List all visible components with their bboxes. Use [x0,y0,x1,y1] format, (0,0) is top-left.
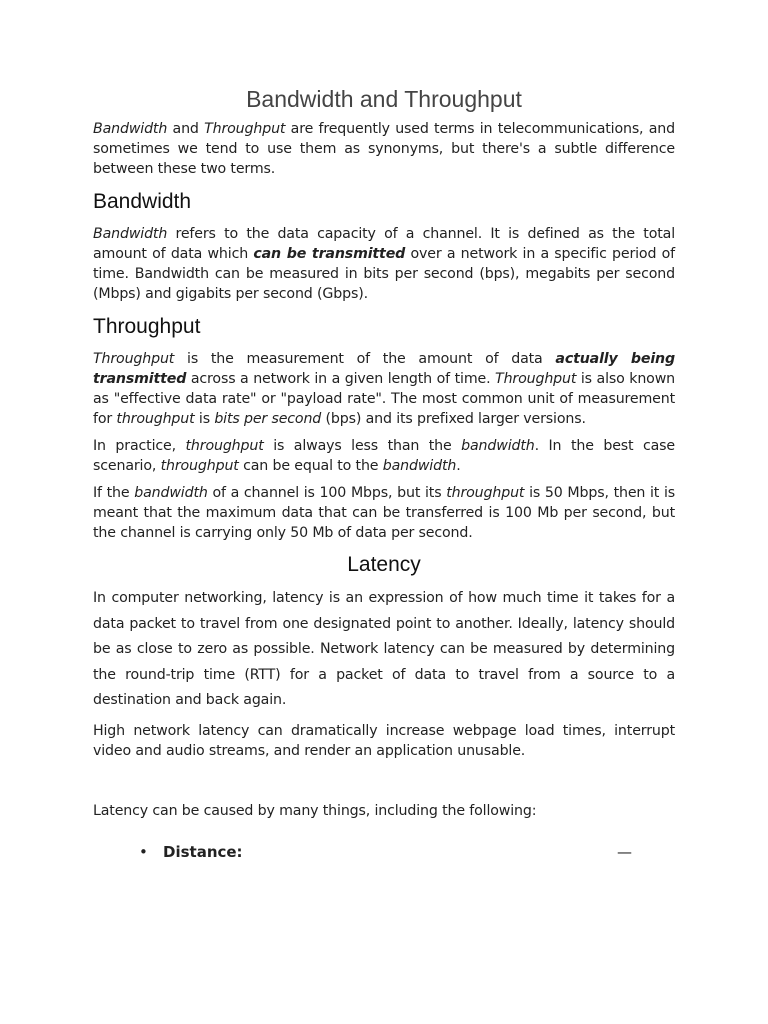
latency-paragraph-3: Latency can be caused by many things, including the following: [93,802,537,819]
latency-paragraph-2: High network latency can dramatically increase webpage load times, interrupt video and audio streams, and render an application unusable. [93,722,675,759]
example-term-1: bandwidth [134,485,208,501]
practice-text-2: is always less than the [263,438,462,454]
practice-term-2: bandwidth [461,438,535,454]
practice-text-4: can be equal to the [238,458,383,474]
practice-term-4: bandwidth [382,458,457,474]
throughput-text-3: is also known as "effective data rate" or "payload rate". The most common unit of measurement for [93,371,675,427]
throughput-term-3: throughput [116,411,195,427]
intro-term-bandwidth: Bandwidth [93,121,168,137]
page-title: Bandwidth and Throughput [246,86,522,112]
document-content [93,86,675,865]
throughput-text-5: (bps) and its prefixed larger versions. [321,411,586,427]
blank-spacer [93,761,675,801]
example-text-1: If the [93,485,135,501]
throughput-text-4: is [194,411,215,427]
example-term-2: throughput [446,485,525,501]
bandwidth-heading: Bandwidth [93,190,192,213]
throughput-text-2: across a network in a given length of time. [186,371,496,387]
list-item-label: Distance: [163,842,243,861]
list-item [93,843,675,865]
practice-text-1: In practice, [93,438,186,454]
throughput-paragraph-2 [93,436,675,476]
em-dash: — [617,842,632,861]
practice-term-3: throughput [160,458,239,474]
throughput-term: Throughput [93,351,175,367]
bullet-icon: • [139,842,148,861]
bandwidth-text-1: refers to the data capacity of a channel. It is defined as the total amount of data which [93,226,675,262]
latency-heading: Latency [347,553,421,576]
example-text-2: of a channel is 100 Mbps, but its [207,485,447,501]
bandwidth-text-2: over a network in a specific period of time. Bandwidth can be measured in bits per second (bps), megabits per second (Mbps) and gigabits per second (Gbps). [93,246,675,302]
intro-paragraph [93,119,675,179]
throughput-term-2: Throughput [495,371,577,387]
bandwidth-emphasis: can be transmitted [253,246,406,262]
example-text-3: is 50 Mbps, then it is meant that the maximum data that can be transferred is 100 Mb per second, but the channel is carrying only 50 Mb of data per second. [93,485,676,541]
bandwidth-paragraph [93,224,675,304]
throughput-paragraph-1 [93,349,675,429]
practice-text-5: . [456,458,461,474]
throughput-heading: Throughput [93,315,201,338]
latency-paragraph-1: In computer networking, latency is an expression of how much time it takes for a data packet to travel from one designated point to another. Ideally, latency should be as close to zero as possible. Network latency can be measured by determining the round-trip time (RTT) for a packet of data to travel from a source to a destination and back again. [93,590,675,708]
throughput-emphasis: actually being transmitted [93,351,675,387]
practice-term-1: throughput [185,438,264,454]
throughput-text-1: is the measurement of the amount of data [174,351,556,367]
throughput-paragraph-3 [93,483,675,543]
practice-text-3: . In the best case scenario, [93,438,675,474]
throughput-term-4: bits per second [214,411,322,427]
intro-term-throughput: Throughput [204,121,286,137]
intro-and: and [167,121,205,137]
intro-text: are frequently used terms in telecommunications, and sometimes we tend to use them as synonyms, but there's a subtle difference between these two terms. [93,121,675,177]
bandwidth-term: Bandwidth [93,226,168,242]
